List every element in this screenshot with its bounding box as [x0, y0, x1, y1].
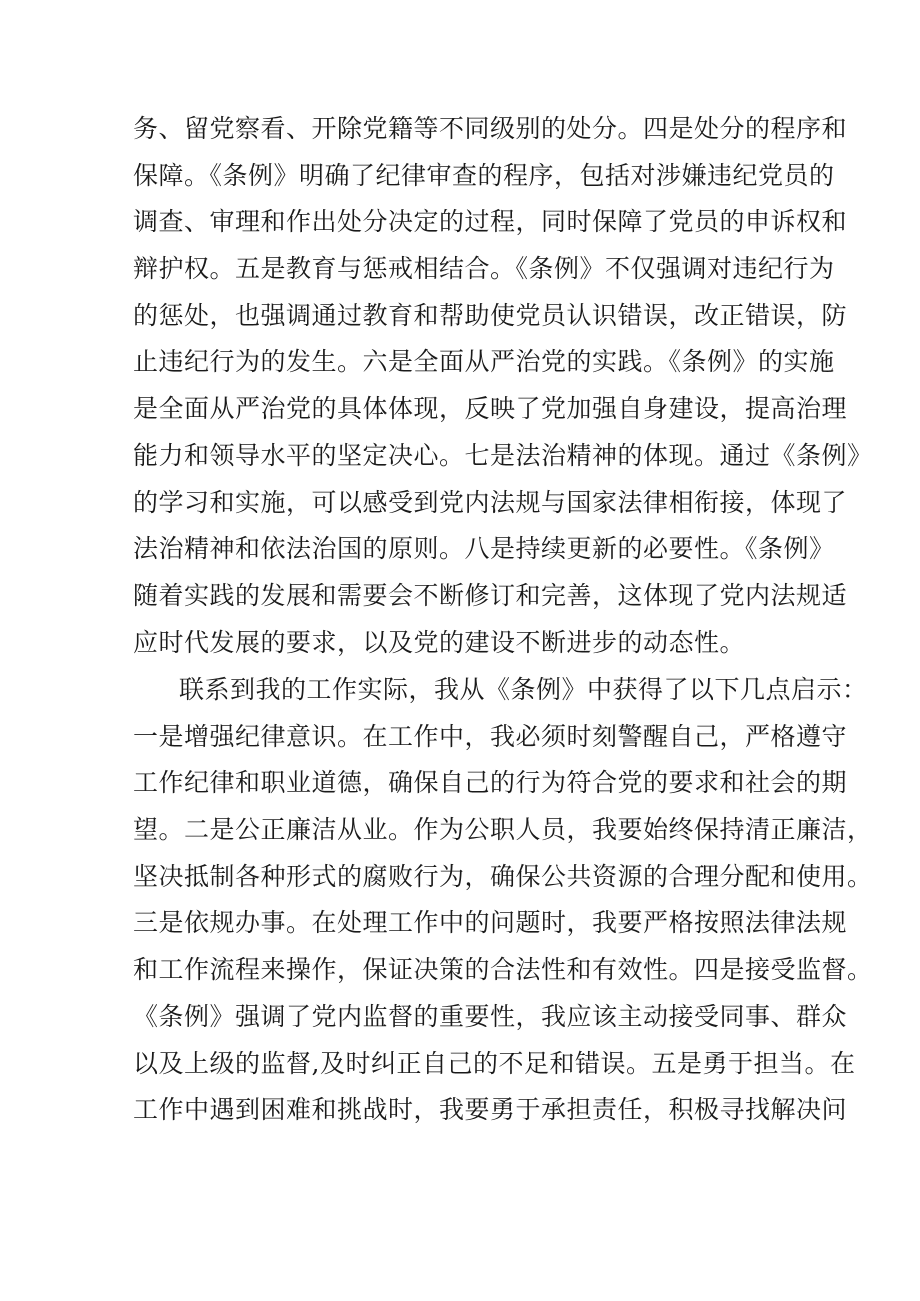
text-line: 是全面从严治党的具体体现，反映了党加强自身建设，提高治理: [133, 394, 848, 424]
text-line: 随着实践的发展和需要会不断修订和完善，这体现了党内法规适: [133, 580, 848, 610]
text-line: 法治精神和依法治国的原则。八是持续更新的必要性。《条例》: [133, 534, 835, 564]
text-line: 务、留党察看、开除党籍等不同级别的处分。四是处分的程序和: [133, 114, 848, 143]
text-line: 调查、审理和作出处分决定的过程，同时保障了党员的申诉权和: [133, 207, 848, 237]
paragraph-work-insights: [133, 667, 873, 1134]
text-line: 以及上级的监督,及时纠正自己的不足和错误。五是勇于担当。在: [133, 1048, 856, 1078]
text-line: 一是增强纪律意识。在工作中，我必须时刻警醒自己，严格遵守: [133, 721, 848, 751]
text-line: 能力和领导水平的坚定决心。七是法治精神的体现。通过《条例》: [133, 440, 873, 470]
text-line: 联系到我的工作实际，我从《条例》中获得了以下几点启示：: [179, 675, 868, 704]
text-line: 应时代发展的要求，以及党的建设不断进步的动态性。: [133, 627, 746, 657]
text-line: 望。二是公正廉洁从业。作为公职人员，我要始终保持清正廉洁，: [133, 815, 873, 845]
text-line: 的学习和实施，可以感受到党内法规与国家法律相衔接，体现了: [133, 487, 848, 517]
text-line: 《条例》强调了党内监督的重要性，我应该主动接受同事、群众: [133, 1001, 848, 1031]
paragraph-continued: [133, 106, 873, 666]
text-line: 工作纪律和职业道德，确保自己的行为符合党的要求和社会的期: [133, 768, 848, 798]
text-line: 坚决抵制各种形式的腐败行为，确保公共资源的合理分配和使用。: [133, 861, 873, 891]
text-line: 辩护权。五是教育与惩戒相结合。《条例》不仅强调对违纪行为: [133, 254, 835, 284]
text-line: 三是依规办事。在处理工作中的问题时，我要严格按照法律法规: [133, 908, 848, 938]
text-line: 止违纪行为的发生。六是全面从严治党的实践。《条例》的实施: [133, 347, 835, 377]
text-line: 的惩处，也强调通过教育和帮助使党员认识错误，改正错误，防: [133, 300, 848, 330]
text-line: 工作中遇到困难和挑战时，我要勇于承担责任，积极寻找解决问: [133, 1095, 848, 1125]
text-line: 和工作流程来操作，保证决策的合法性和有效性。四是接受监督。: [133, 955, 873, 985]
text-line: 保障。《条例》明确了纪律审查的程序，包括对涉嫌违纪党员的: [133, 160, 835, 190]
